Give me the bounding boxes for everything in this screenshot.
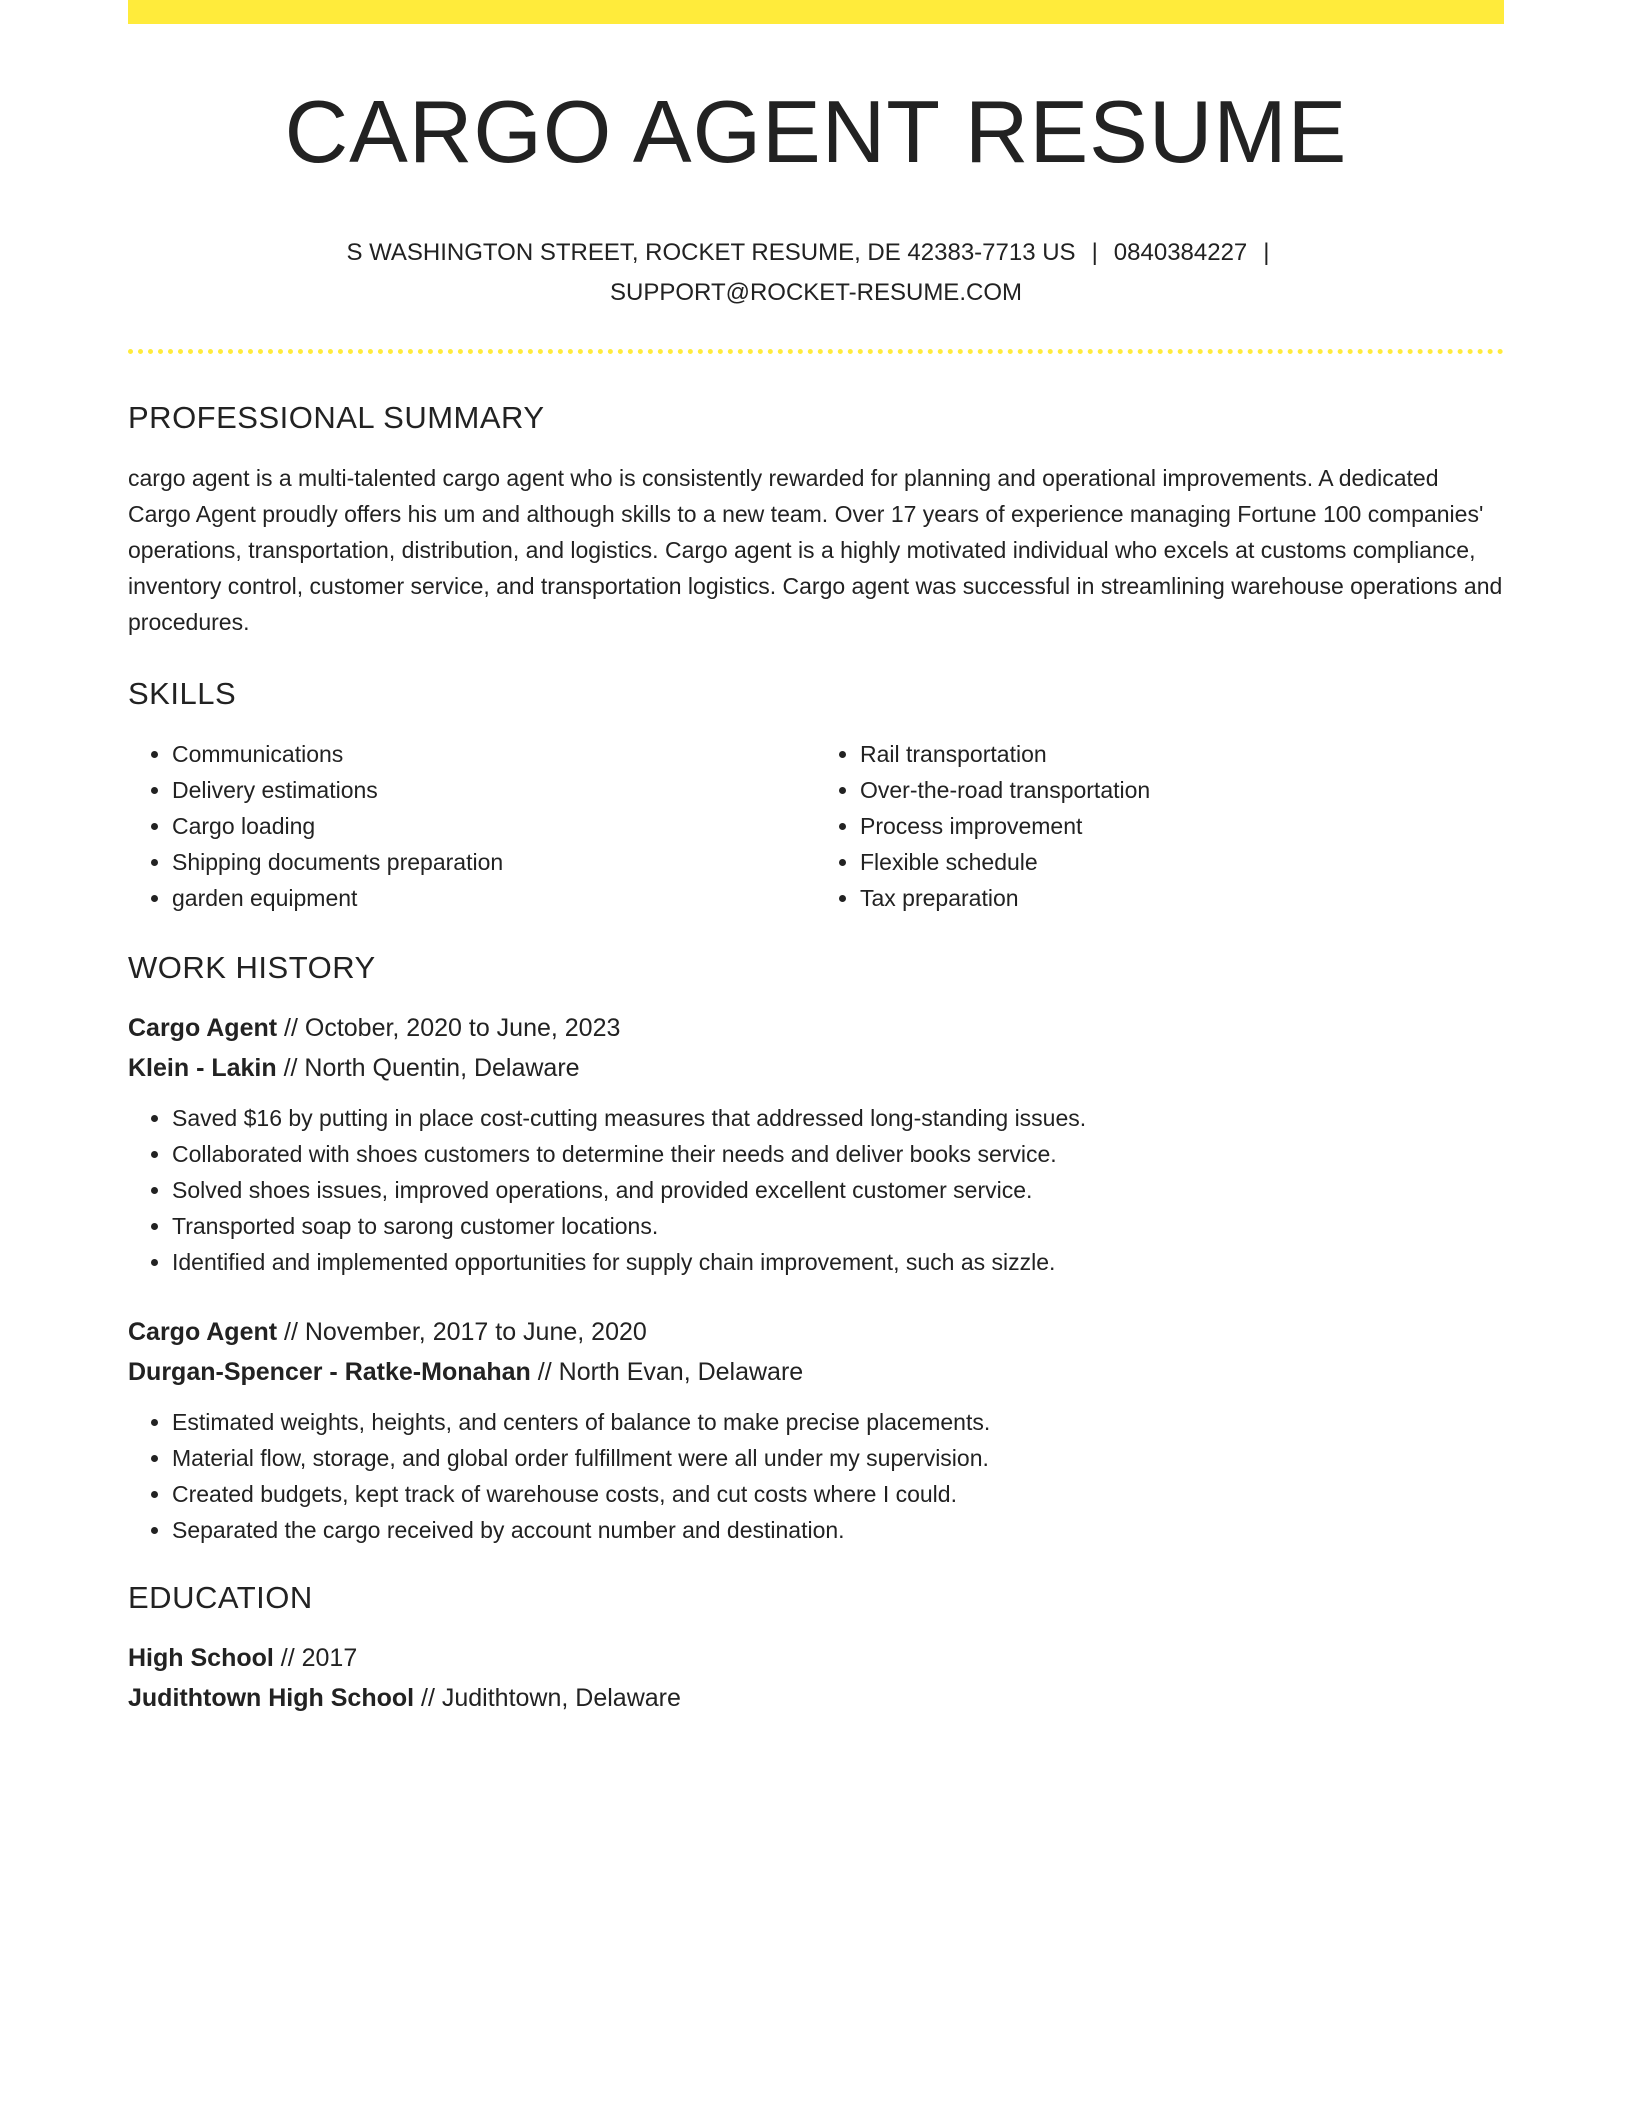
skill-item: • Flexible schedule bbox=[860, 844, 1504, 880]
summary-heading: PROFESSIONAL SUMMARY bbox=[128, 399, 545, 435]
job-company-line bbox=[128, 1048, 1504, 1088]
phone: 0840384227 bbox=[1113, 238, 1248, 266]
job-company: Durgan-Spencer - Ratke-Monahan bbox=[128, 1357, 531, 1386]
skills-list bbox=[128, 736, 1504, 916]
job-role: Cargo Agent bbox=[128, 1013, 278, 1042]
skill-item: • Rail transportation bbox=[860, 736, 1504, 772]
skills-column-left bbox=[128, 736, 816, 916]
education-school: Judithtown High School bbox=[128, 1683, 415, 1712]
job-company: Klein - Lakin bbox=[128, 1053, 277, 1082]
top-accent-bar bbox=[128, 0, 1504, 24]
skill-item: • Over-the-road transportation bbox=[860, 772, 1504, 808]
job-role-line bbox=[128, 1008, 1504, 1048]
education-entry bbox=[128, 1638, 1504, 1718]
job-bullet: • Collaborated with shoes customers to determine their needs and deliver books service. bbox=[172, 1136, 1504, 1172]
education-school-line bbox=[128, 1678, 1504, 1718]
job-dates: // October, 2020 to June, 2023 bbox=[284, 1013, 621, 1042]
job-dates: // November, 2017 to June, 2020 bbox=[284, 1317, 647, 1346]
education-year: // 2017 bbox=[280, 1643, 358, 1672]
address: S WASHINGTON STREET, ROCKET RESUME, DE 42383-7713 US bbox=[346, 238, 1076, 266]
skills-column-right bbox=[816, 736, 1504, 916]
skill-item: • Communications bbox=[172, 736, 816, 772]
job-entry bbox=[128, 1008, 1504, 1280]
job-bullet: • Transported soap to sarong customer locations. bbox=[172, 1208, 1504, 1244]
job-bullet: • Material flow, storage, and global order fulfillment were all under my supervision. bbox=[172, 1440, 1504, 1476]
job-role-line bbox=[128, 1312, 1504, 1352]
dotted-divider bbox=[128, 349, 1504, 354]
job-bullet: • Estimated weights, heights, and centers of balance to make precise placements. bbox=[172, 1404, 1504, 1440]
job-bullet: • Solved shoes issues, improved operations, and provided excellent customer service. bbox=[172, 1172, 1504, 1208]
contact-separator: | bbox=[1091, 238, 1098, 266]
skill-item: • Tax preparation bbox=[860, 880, 1504, 916]
skill-item: • Cargo loading bbox=[172, 808, 816, 844]
job-role: Cargo Agent bbox=[128, 1317, 278, 1346]
email: SUPPORT@ROCKET-RESUME.COM bbox=[610, 278, 1022, 306]
job-bullets bbox=[128, 1404, 1504, 1548]
education-location: // Judithtown, Delaware bbox=[421, 1683, 681, 1712]
skill-item: • Process improvement bbox=[860, 808, 1504, 844]
job-bullet: • Identified and implemented opportunities for supply chain improvement, such as sizzle. bbox=[172, 1244, 1504, 1280]
work-history-heading: WORK HISTORY bbox=[128, 949, 376, 985]
job-bullet: • Saved $16 by putting in place cost-cutting measures that addressed long-standing issues. bbox=[172, 1100, 1504, 1136]
resume-title: CARGO AGENT RESUME bbox=[284, 82, 1348, 181]
job-bullet: • Created budgets, kept track of warehouse costs, and cut costs where I could. bbox=[172, 1476, 1504, 1512]
job-bullets bbox=[128, 1100, 1504, 1280]
job-company-line bbox=[128, 1352, 1504, 1392]
skill-item: • Shipping documents preparation bbox=[172, 844, 816, 880]
resume-page bbox=[128, 0, 1504, 1718]
education-degree: High School bbox=[128, 1643, 274, 1672]
contact-info bbox=[128, 233, 1504, 313]
job-bullet: • Separated the cargo received by account number and destination. bbox=[172, 1512, 1504, 1548]
education-degree-line bbox=[128, 1638, 1504, 1678]
contact-separator: | bbox=[1263, 238, 1270, 266]
job-location: // North Quentin, Delaware bbox=[283, 1053, 580, 1082]
job-location: // North Evan, Delaware bbox=[537, 1357, 804, 1386]
skill-item: • garden equipment bbox=[172, 880, 816, 916]
job-entry bbox=[128, 1312, 1504, 1548]
education-heading: EDUCATION bbox=[128, 1579, 313, 1615]
skills-heading: SKILLS bbox=[128, 675, 237, 711]
skill-item: • Delivery estimations bbox=[172, 772, 816, 808]
summary-text: cargo agent is a multi-talented cargo agent who is consistently rewarded for planning and operational improvements. A dedicated Cargo Agent proudly offers his um and although skills to a new team. Over 17 years of experience managing Fortune 100 companies' operations, transportation, distribution, and logistics. Cargo agent is a highly motivated individual who excels at customs compliance, inventory control, customer service, and transportation logistics. Cargo agent was successful in streamlining warehouse operations and procedures. bbox=[128, 464, 1503, 635]
